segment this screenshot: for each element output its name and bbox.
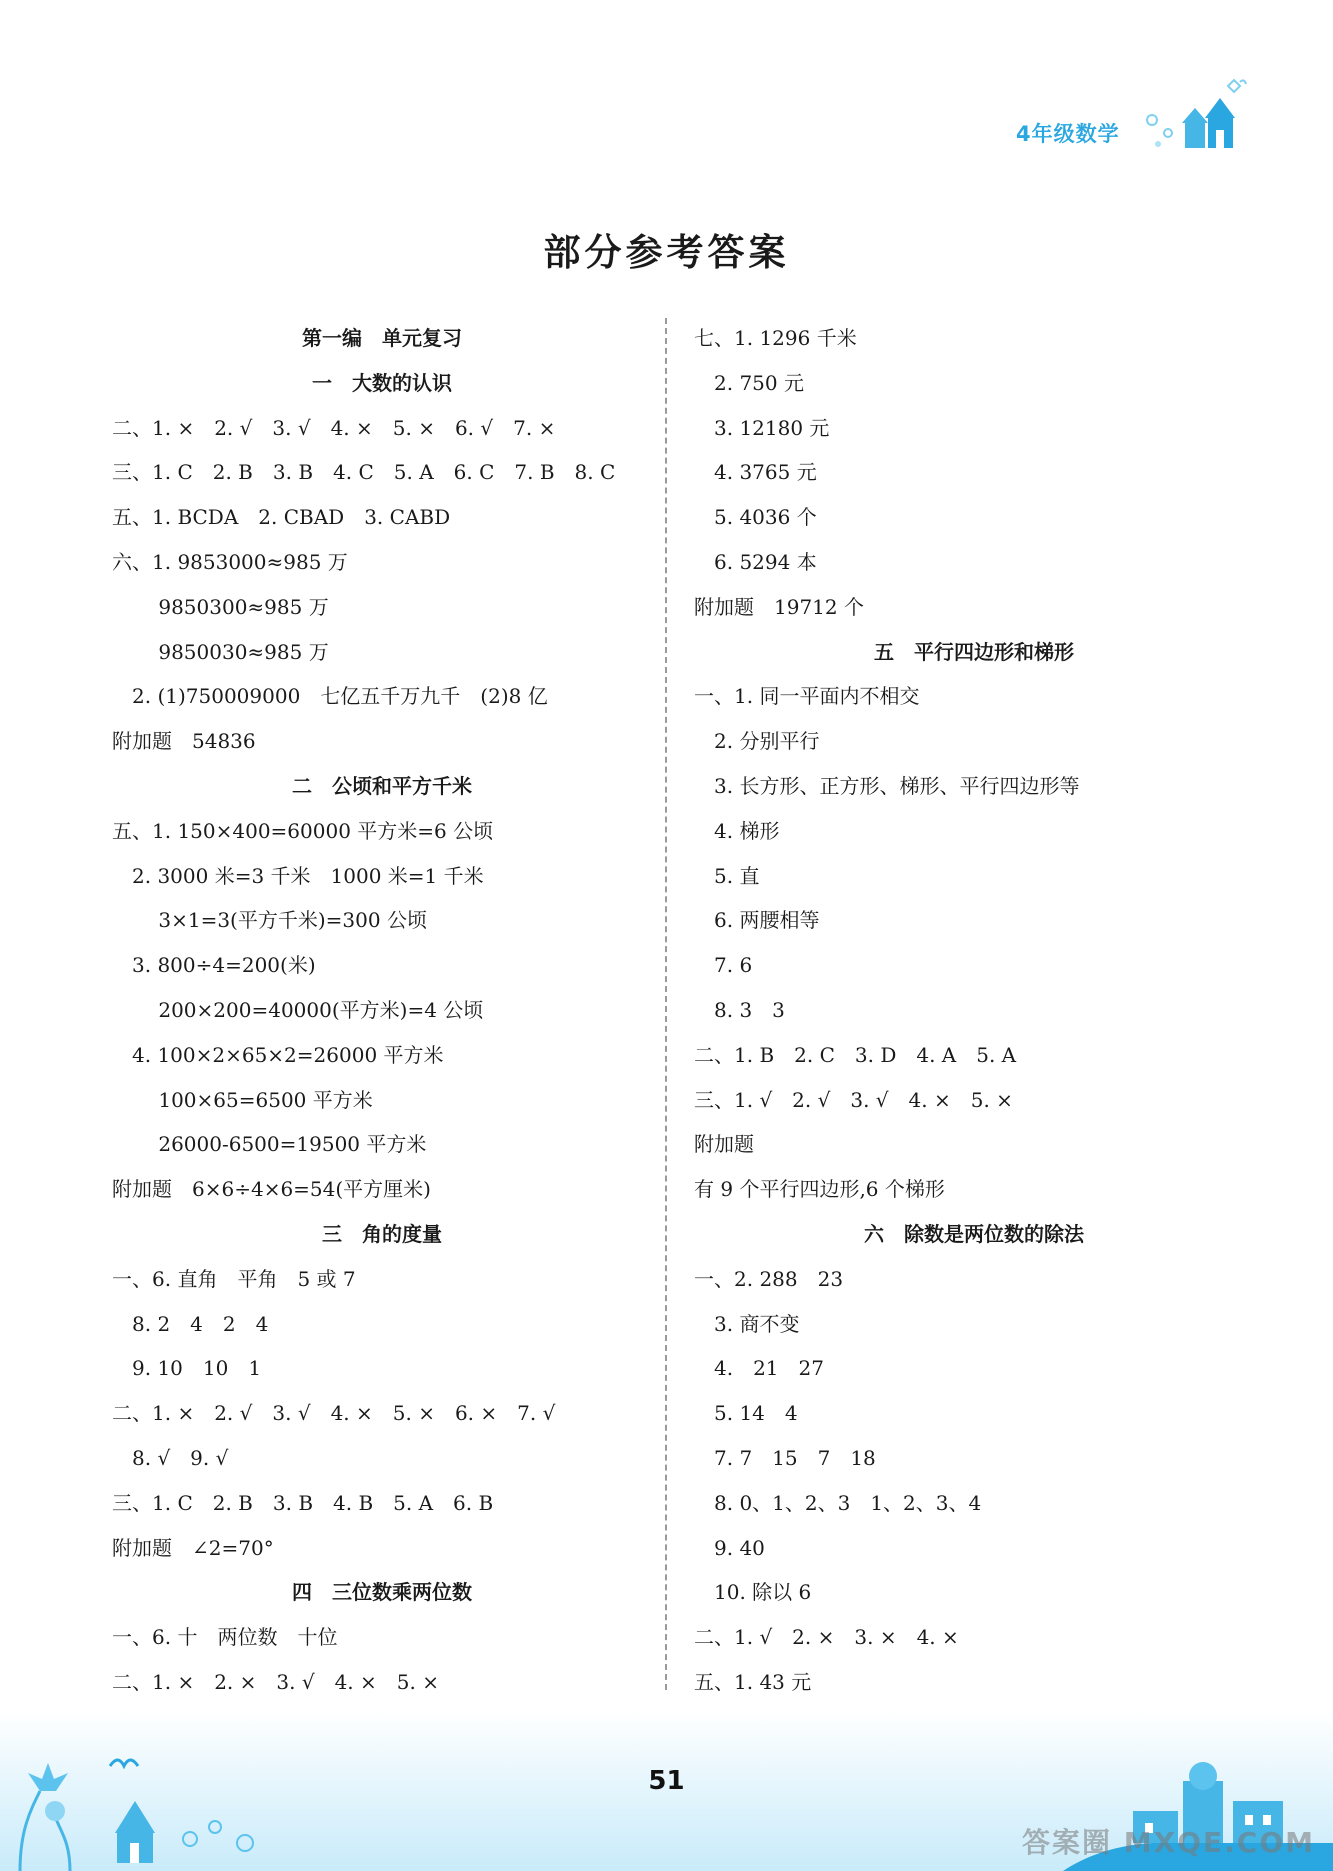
page-title: 部分参考答案	[543, 231, 790, 274]
column-divider	[665, 318, 667, 1690]
right-answer-line: 五、1. 43 元	[694, 1669, 812, 1694]
left-answer-line: 二、1. × 2. √ 3. √ 4. × 5. × 6. √ 7. ×	[112, 415, 556, 440]
right-section-heading: 五 平行四边形和梯形	[874, 639, 1074, 664]
left-section-heading: 四 三位数乘两位数	[292, 1580, 472, 1605]
right-section-heading: 六 除数是两位数的除法	[864, 1221, 1084, 1246]
left-answer-line: 三、1. C 2. B 3. B 4. C 5. A 6. C 7. B 8. C	[112, 460, 616, 485]
left-answer-line: 附加题 ∠2=70°	[112, 1535, 274, 1560]
right-answer-line: 8. 3 3	[694, 997, 785, 1022]
answers-left-column	[112, 316, 652, 1705]
right-answer-line: 7. 6	[694, 953, 753, 978]
right-answer-line: 3. 长方形、正方形、梯形、平行四边形等	[694, 773, 1080, 798]
right-answer-line: 6. 两腰相等	[694, 908, 820, 933]
right-answer-line: 2. 750 元	[694, 370, 804, 395]
answers-right-column	[694, 316, 1254, 1705]
left-answer-line: 26000-6500=19500 平方米	[112, 1132, 427, 1157]
left-answer-line: 100×65=6500 平方米	[112, 1087, 373, 1112]
left-answer-line: 六、1. 9853000≈985 万	[112, 549, 348, 574]
left-answer-line: 2. (1)750009000 七亿五千万九千 (2)8 亿	[112, 684, 548, 709]
right-answer-line: 3. 12180 元	[694, 415, 830, 440]
left-answer-line: 9850030≈985 万	[112, 639, 329, 664]
right-answer-line: 4. 21 27	[694, 1356, 824, 1381]
right-answer-line: 6. 5294 本	[694, 549, 817, 574]
left-answer-line: 8. √ 9. √	[112, 1445, 229, 1470]
left-answer-line: 9850300≈985 万	[112, 594, 329, 619]
left-answer-line: 一、6. 十 两位数 十位	[112, 1625, 338, 1650]
right-answer-line: 二、1. B 2. C 3. D 4. A 5. A	[694, 1042, 1017, 1067]
left-answer-line: 附加题 54836	[112, 729, 256, 754]
right-answer-line: 有 9 个平行四边形,6 个梯形	[694, 1177, 945, 1202]
left-answer-line: 200×200=40000(平方米)=4 公顷	[112, 997, 484, 1022]
right-answer-line: 3. 商不变	[694, 1311, 800, 1336]
right-answer-line: 10. 除以 6	[694, 1580, 812, 1605]
left-answer-line: 4. 100×2×65×2=26000 平方米	[112, 1042, 444, 1067]
right-answer-line: 4. 梯形	[694, 818, 780, 843]
left-answer-line: 三、1. C 2. B 3. B 4. B 5. A 6. B	[112, 1490, 494, 1515]
left-answer-line: 五、1. BCDA 2. CBAD 3. CABD	[112, 505, 451, 530]
left-answer-line: 五、1. 150×400=60000 平方米=6 公顷	[112, 818, 494, 843]
right-answer-line: 附加题	[694, 1132, 754, 1157]
watermark-text: 答案圈 MXQE.COM	[1022, 1826, 1315, 1859]
left-section-heading: 第一编 单元复习	[302, 326, 462, 350]
right-answer-line: 5. 直	[694, 863, 760, 888]
left-answer-line: 2. 3000 米=3 千米 1000 米=1 千米	[112, 863, 484, 888]
page-number: 51	[648, 1766, 685, 1796]
left-section-heading: 二 公顷和平方千米	[292, 773, 472, 798]
left-section-heading: 三 角的度量	[322, 1221, 442, 1246]
left-answer-line: 8. 2 4 2 4	[112, 1311, 269, 1336]
house-decoration-icon	[1140, 78, 1250, 158]
right-answer-line: 8. 0、1、2、3 1、2、3、4	[694, 1490, 982, 1515]
left-answer-line: 附加题 6×6÷4×6=54(平方厘米)	[112, 1177, 431, 1202]
right-answer-line: 2. 分别平行	[694, 729, 820, 754]
left-answer-line: 一、6. 直角 平角 5 或 7	[112, 1266, 356, 1291]
right-answer-line: 5. 4036 个	[694, 505, 817, 530]
right-answer-line: 二、1. √ 2. × 3. × 4. ×	[694, 1625, 959, 1650]
right-answer-line: 5. 14 4	[694, 1401, 798, 1426]
right-answer-line: 一、1. 同一平面内不相交	[694, 684, 920, 709]
grade-subject-badge: 4年级数学	[1016, 122, 1120, 146]
left-answer-line: 3. 800÷4=200(米)	[112, 953, 316, 978]
right-answer-line: 一、2. 288 23	[694, 1266, 844, 1291]
right-answer-line: 7. 7 15 7 18	[694, 1445, 876, 1470]
left-answer-line: 二、1. × 2. √ 3. √ 4. × 5. × 6. × 7. √	[112, 1401, 556, 1426]
right-answer-line: 七、1. 1296 千米	[694, 326, 857, 350]
left-section-heading: 一 大数的认识	[312, 370, 452, 395]
right-answer-line: 9. 40	[694, 1535, 765, 1560]
right-answer-line: 三、1. √ 2. √ 3. √ 4. × 5. ×	[694, 1087, 1013, 1112]
left-answer-line: 二、1. × 2. × 3. √ 4. × 5. ×	[112, 1669, 439, 1694]
right-answer-line: 4. 3765 元	[694, 460, 817, 485]
flower-house-decoration-icon	[0, 1721, 280, 1871]
left-answer-line: 9. 10 10 1	[112, 1356, 262, 1381]
left-answer-line: 3×1=3(平方千米)=300 公顷	[112, 908, 427, 933]
right-answer-line: 附加题 19712 个	[694, 594, 864, 619]
